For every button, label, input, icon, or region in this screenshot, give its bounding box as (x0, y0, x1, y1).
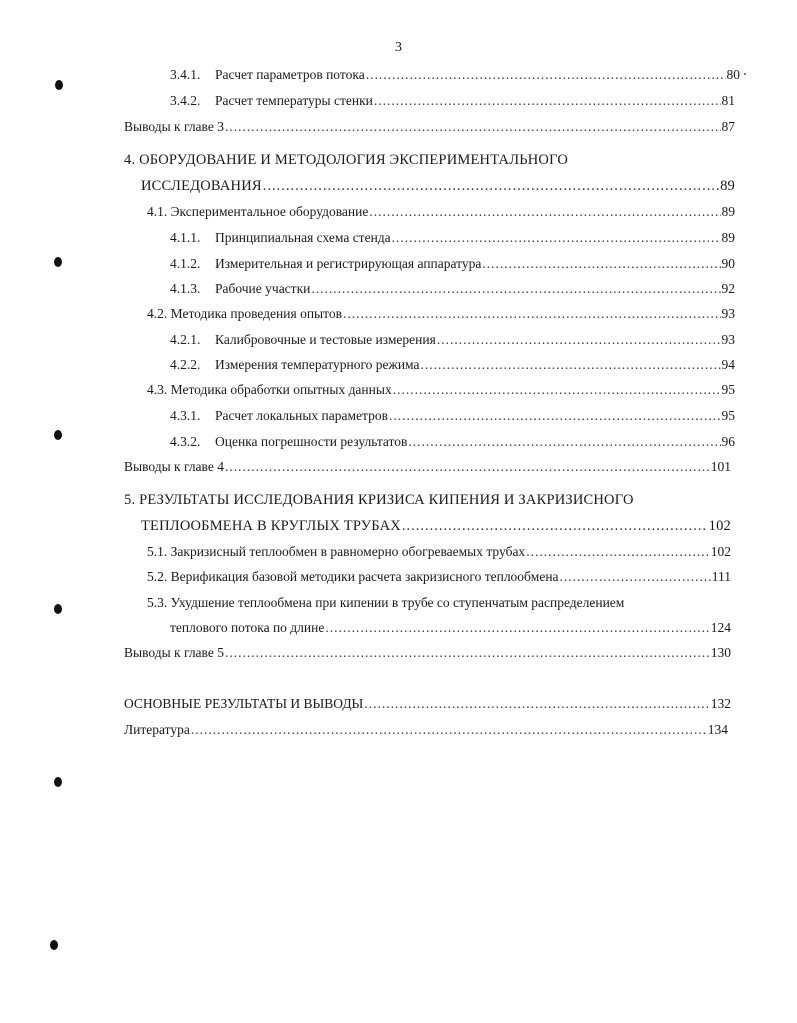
toc-entry-page: 134 (707, 722, 728, 737)
dot-leader (392, 230, 721, 246)
dot-leader (374, 93, 721, 109)
toc-entry-title: Расчет параметров потока (215, 67, 365, 82)
toc-entry-3-4-1[interactable] (170, 67, 740, 83)
toc-entry-number: 3.4.1. (170, 67, 201, 82)
dot-leader (225, 459, 710, 475)
toc-entry-title: Принципиальная схема стенда (215, 230, 391, 245)
toc-entry-page: 93 (721, 306, 735, 321)
toc-entry-page: 81 (721, 93, 735, 108)
toc-entry-title: Расчет температуры стенки (215, 93, 373, 108)
dot-leader (560, 569, 711, 585)
toc-entry-number: 4.2.1. (170, 332, 201, 347)
punch-hole-mark (54, 777, 62, 787)
toc-entry-page: 89 (721, 230, 735, 245)
toc-entry-4-3[interactable] (147, 382, 735, 398)
toc-entry-title: 5.2. Верификация базовой методики расчета закризисного теплообмена (147, 569, 559, 584)
toc-entry-page: 92 (721, 281, 735, 296)
toc-entry-title: Выводы к главе 4 (124, 459, 224, 474)
toc-entry-4-1-2[interactable] (170, 256, 735, 272)
toc-entry-page: 132 (710, 696, 731, 711)
toc-entry-title: 4. ОБОРУДОВАНИЕ И МЕТОДОЛОГИЯ ЭКСПЕРИМЕНТАЛЬНОГО (124, 152, 568, 168)
toc-entry-page: 111 (711, 569, 731, 584)
toc-entry-main-results[interactable] (124, 696, 731, 712)
toc-entry-title: 5.1. Закризисный теплообмен в равномерно обогреваемых трубах (147, 544, 526, 559)
toc-entry-4-1[interactable] (147, 204, 735, 220)
toc-entry-4-2[interactable] (147, 306, 735, 322)
toc-entry-title: 4.1. Экспериментальное оборудование (147, 204, 369, 219)
toc-entry-number: 4.1.3. (170, 281, 201, 296)
toc-entry-title: ИССЛЕДОВАНИЯ (141, 178, 262, 194)
toc-entry-title: ТЕПЛООБМЕНА В КРУГЛЫХ ТРУБАХ (141, 518, 401, 534)
toc-entry-title: 5.3. Ухудшение теплообмена при кипении в трубе со ступенчатым распределением (147, 595, 625, 610)
dot-leader (421, 357, 721, 373)
toc-entry-page: 95 (721, 382, 735, 397)
toc-entry-title: Литература (124, 722, 190, 737)
toc-entry-number: 4.2.2. (170, 357, 201, 372)
toc-entry-title: Измерения температурного режима (215, 357, 420, 372)
toc-entry-5-2[interactable] (147, 569, 731, 585)
punch-hole-mark (54, 430, 62, 440)
toc-entry-conclusions-ch5[interactable] (124, 645, 731, 661)
toc-entry-number: 4.3.1. (170, 408, 201, 423)
toc-entry-4-1-3[interactable] (170, 281, 735, 297)
toc-entry-4-3-2[interactable] (170, 434, 735, 450)
toc-entry-number: 4.1.2. (170, 256, 201, 271)
toc-entry-title: Расчет локальных параметров (215, 408, 388, 423)
toc-entry-page: 89 (720, 178, 735, 194)
toc-entry-page: 101 (710, 459, 731, 474)
toc-entry-title: Калибровочные и тестовые измерения (215, 332, 436, 347)
toc-chapter-4-heading[interactable] (124, 152, 568, 168)
toc-entry-title: Выводы к главе 5 (124, 645, 224, 660)
dot-leader (225, 119, 721, 135)
dot-leader (369, 204, 720, 220)
dot-leader (343, 306, 721, 322)
punch-hole-mark (55, 80, 63, 90)
toc-entry-number: 3.4.2. (170, 93, 201, 108)
toc-entry-4-2-2[interactable] (170, 357, 735, 373)
dot-leader (263, 178, 719, 194)
toc-entry-page: 102 (708, 518, 731, 534)
dot-leader (191, 722, 707, 738)
toc-entry-title: Рабочие участки (215, 281, 311, 296)
dot-leader (526, 544, 710, 560)
toc-entry-page: 94 (721, 357, 735, 372)
toc-chapter-4[interactable] (141, 178, 735, 194)
punch-hole-mark (54, 604, 62, 614)
toc-entry-page: 124 (710, 620, 731, 635)
dot-leader (364, 696, 709, 712)
toc-entry-page: 95 (721, 408, 735, 423)
toc-entry-page: 130 (710, 645, 731, 660)
toc-entry-4-2-1[interactable] (170, 332, 735, 348)
dot-leader (482, 256, 720, 272)
toc-entry-title: 4.3. Методика обработки опытных данных (147, 382, 392, 397)
scan-speck (744, 73, 746, 75)
dot-leader (393, 382, 721, 398)
toc-entry-number: 4.1.1. (170, 230, 201, 245)
dot-leader (311, 281, 720, 297)
toc-entry-title: Выводы к главе 3 (124, 119, 224, 134)
toc-entry-page: 93 (721, 332, 735, 347)
toc-entry-literature[interactable] (124, 722, 728, 738)
toc-entry-page: 80 (726, 67, 740, 82)
dot-leader (366, 67, 726, 83)
toc-entry-page: 89 (721, 204, 735, 219)
toc-entry-conclusions-ch3[interactable] (124, 119, 735, 135)
toc-entry-title: 4.2. Методика проведения опытов (147, 306, 342, 321)
toc-entry-title: 5. РЕЗУЛЬТАТЫ ИССЛЕДОВАНИЯ КРИЗИСА КИПЕНИЯ И ЗАКРИЗИСНОГО (124, 492, 634, 508)
toc-entry-5-1[interactable] (147, 544, 731, 560)
dot-leader (389, 408, 721, 424)
toc-entry-number: 4.3.2. (170, 434, 201, 449)
toc-entry-title: ОСНОВНЫЕ РЕЗУЛЬТАТЫ И ВЫВОДЫ (124, 696, 364, 711)
punch-hole-mark (54, 257, 62, 267)
toc-chapter-5[interactable] (141, 518, 731, 534)
toc-entry-page: 90 (721, 256, 735, 271)
dot-leader (402, 518, 708, 534)
toc-entry-4-3-1[interactable] (170, 408, 735, 424)
page-number: 3 (395, 40, 402, 55)
punch-hole-mark (50, 940, 58, 950)
dot-leader (437, 332, 721, 348)
toc-entry-title: теплового потока по длине (170, 620, 325, 635)
dot-leader (225, 645, 710, 661)
toc-entry-page: 96 (721, 434, 735, 449)
toc-entry-title: Измерительная и регистрирующая аппаратура (215, 256, 482, 271)
toc-entry-5-3-line1[interactable] (147, 595, 624, 611)
dot-leader (325, 620, 709, 636)
toc-entry-3-4-2[interactable] (170, 93, 735, 109)
dot-leader (408, 434, 720, 450)
toc-entry-page: 87 (721, 119, 735, 134)
toc-entry-conclusions-ch4[interactable] (124, 459, 731, 475)
toc-entry-4-1-1[interactable] (170, 230, 735, 246)
toc-entry-5-3[interactable] (170, 620, 731, 636)
toc-entry-page: 102 (710, 544, 731, 559)
toc-entry-title: Оценка погрешности результатов (215, 434, 408, 449)
toc-chapter-5-heading[interactable] (124, 492, 634, 508)
